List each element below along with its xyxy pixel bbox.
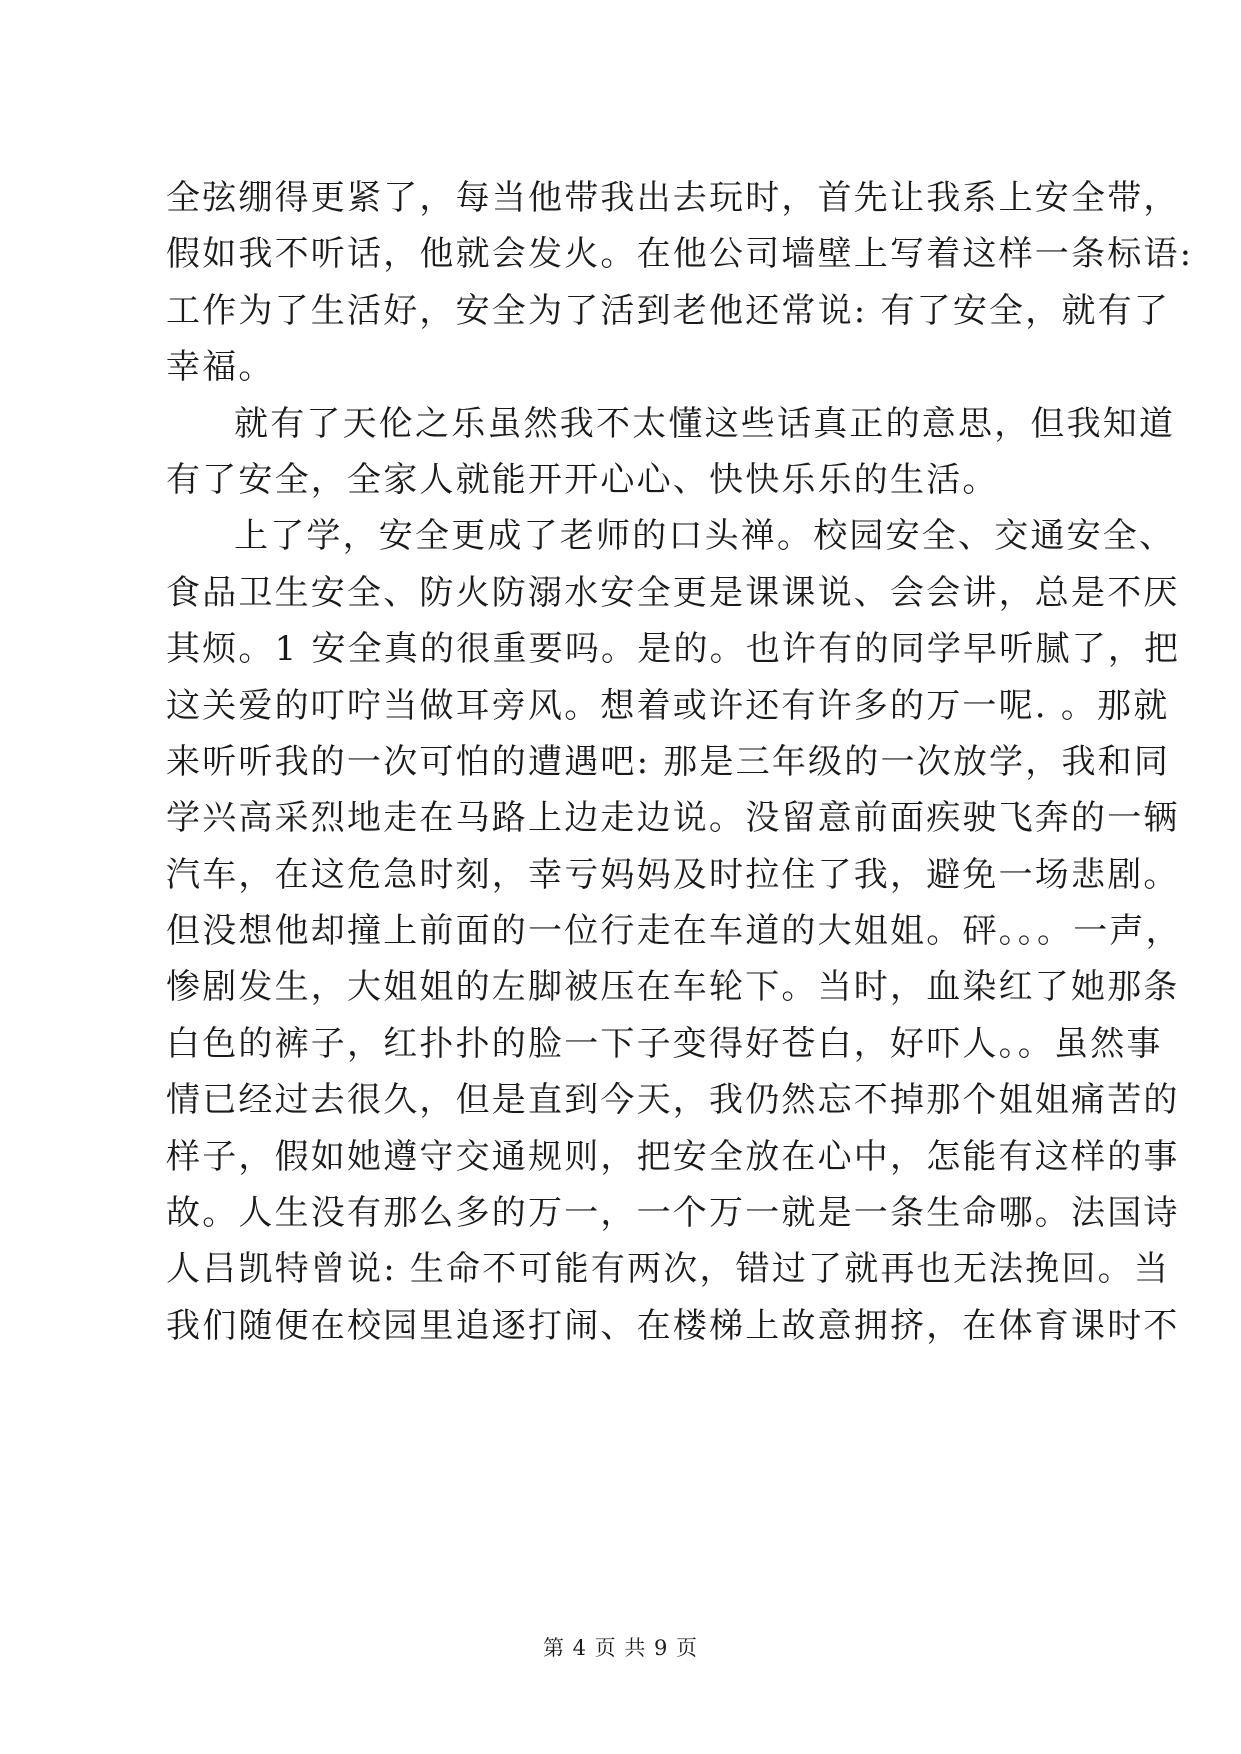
text-line: 来听听我的一次可怕的遭遇吧: 那是三年级的一次放学，我和同: [166, 741, 1171, 782]
text-line: 其烦。1 安全真的很重要吗。是的。也许有的同学早听腻了，把: [166, 629, 1181, 670]
text-line: 学兴高采烈地走在马路上边走边说。没留意前面疾驶飞奔的一辆: [166, 798, 1180, 839]
text-line: 有了安全，全家人就能开开心心、快快乐乐的生活。: [166, 459, 999, 500]
text-line: 但没想他却撞上前面的一位行走在车道的大姐姐。砰。。。一声，: [166, 911, 1182, 952]
page-footer: 第 4 页 共 9 页: [542, 1636, 699, 1660]
text-line: 这关爱的叮咛当做耳旁风。想着或许还有许多的万一呢. 。那就: [166, 685, 1170, 726]
text-line: 惨剧发生，大姐姐的左脚被压在车轮下。当时，血染红了她那条: [166, 967, 1180, 1008]
text-line: 工作为了生活好，安全为了活到老他还常说: 有了安全，就有了: [166, 290, 1171, 331]
text-line: 故。人生没有那么多的万一，一个万一就是一条生命哪。法国诗: [166, 1193, 1180, 1234]
text-line: 白色的裤子，红扑扑的脸一下子变得好苍白，好吓人。。虽然事: [166, 1023, 1163, 1064]
body-text: [166, 170, 1194, 1354]
text-line: 情已经过去很久，但是直到今天，我仍然忘不掉那个姐姐痛苦的: [166, 1080, 1180, 1121]
text-line: 汽车，在这危急时刻，幸亏妈妈及时拉住了我，避免一场悲剧。: [166, 854, 1180, 895]
text-line: 全弦绷得更紧了，每当他带我出去玩时，首先让我系上安全带，: [166, 178, 1180, 218]
text-line: 假如我不听话，他就会发火。在他公司墙壁上写着这样一条标语:: [166, 234, 1194, 275]
text-line: 就有了天伦之乐虽然我不太懂这些话真正的意思，但我知道: [234, 403, 1176, 444]
text-line: 上了学，安全更成了老师的口头禅。校园安全、交通安全、: [234, 516, 1176, 557]
text-line: 幸福。: [166, 347, 275, 388]
text-line: 人吕凯特曾说: 生命不可能有两次，错过了就再也无法挽回。当: [166, 1249, 1171, 1290]
text-line: 食品卫生安全、防火防溺水安全更是课课说、会会讲，总是不厌: [166, 572, 1180, 613]
text-line: 我们随便在校园里追逐打闹、在楼梯上故意拥挤，在体育课时不: [166, 1305, 1180, 1346]
text-line: 样子，假如她遵守交通规则，把安全放在心中，怎能有这样的事: [166, 1136, 1180, 1177]
